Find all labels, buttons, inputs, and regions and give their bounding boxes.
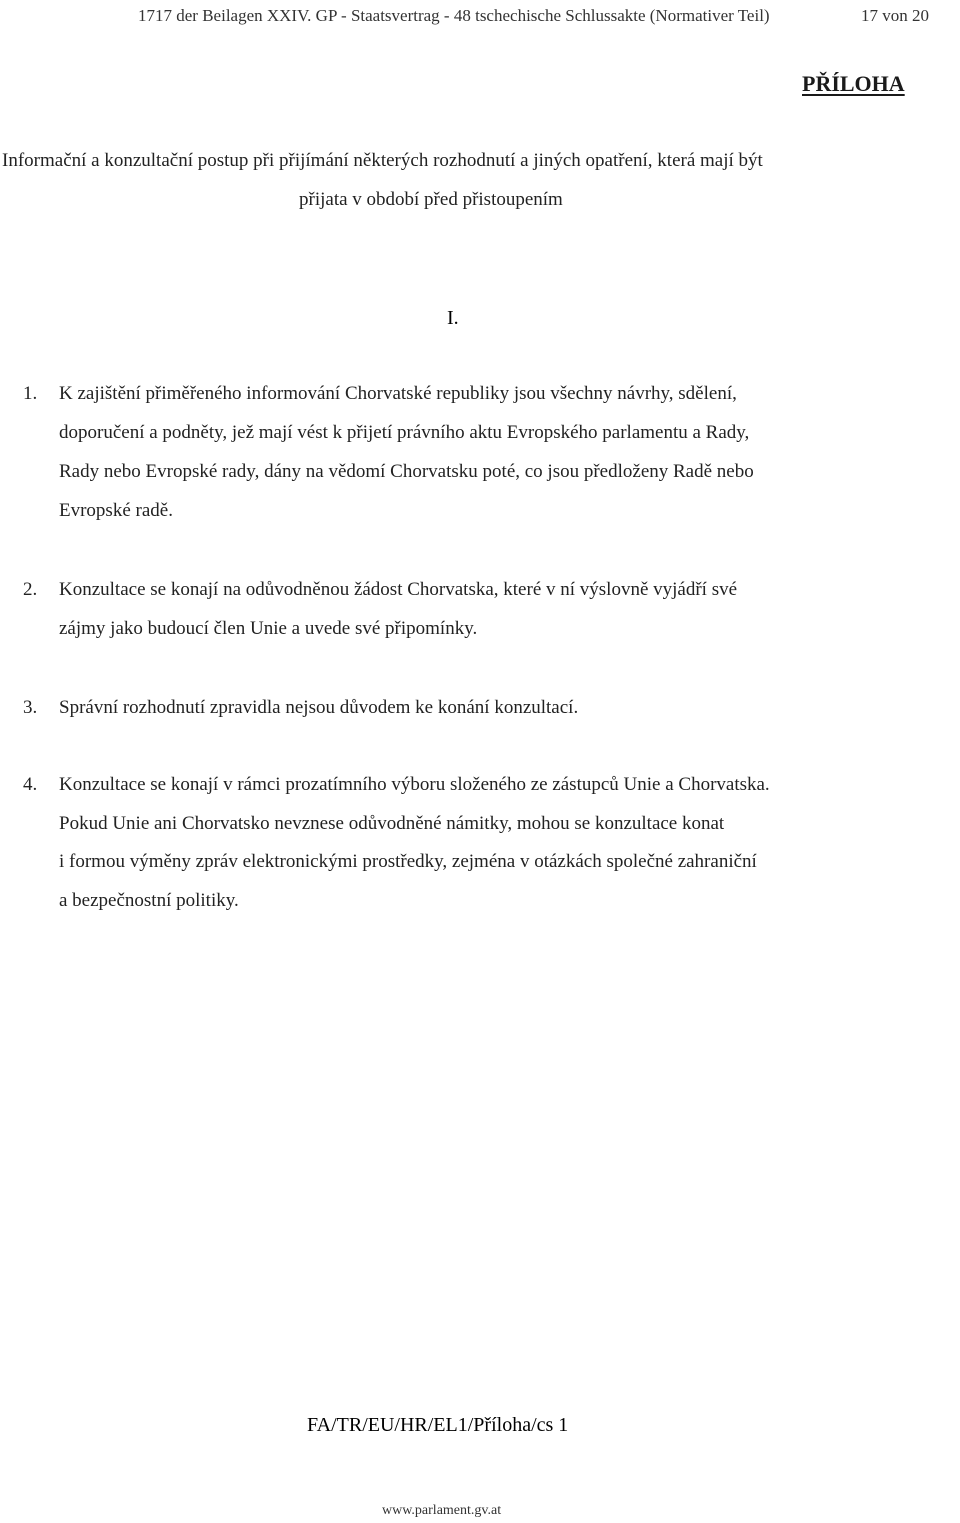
annex-title: PŘÍLOHA (802, 71, 905, 96)
paragraph-1-line-3: Rady nebo Evropské rady, dány na vědomí Chorvatsku poté, co jsou předloženy Radě nebo (59, 461, 754, 482)
paragraph-4-line-3: i formou výměny zpráv elektronickými prostředky, zejména v otázkách společné zahraniční (59, 851, 757, 872)
paragraph-1-line-4: Evropské radě. (59, 500, 173, 521)
paragraph-3-number: 3. (23, 697, 38, 718)
paragraph-1-number: 1. (23, 383, 38, 404)
subtitle-line-1: Informační a konzultační postup při přijímání některých rozhodnutí a jiných opatření, která mají být (2, 150, 763, 171)
paragraph-4-line-1: Konzultace se konají v rámci prozatímního výboru složeného ze zástupců Unie a Chorvatska. (59, 774, 770, 795)
paragraph-4-line-4: a bezpečnostní politiky. (59, 890, 239, 911)
paragraph-4-number: 4. (23, 774, 38, 795)
paragraph-2-line-1: Konzultace se konají na odůvodněnou žádost Chorvatska, které v ní výslovně vyjádří své (59, 579, 738, 600)
footer-source-url[interactable]: www.parlament.gv.at (382, 1503, 502, 1518)
header-document-reference: 1717 der Beilagen XXIV. GP - Staatsvertrag - 48 tschechische Schlussakte (Normativer Teil) (138, 6, 770, 25)
paragraph-2-number: 2. (23, 579, 38, 600)
subtitle-line-2: přijata v období před přistoupením (299, 189, 563, 210)
footer-document-code: FA/TR/EU/HR/EL1/Příloha/cs 1 (307, 1414, 569, 1436)
paragraph-4-line-2: Pokud Unie ani Chorvatsko nevznese odůvodněné námitky, mohou se konzultace konat (59, 813, 725, 834)
paragraph-1-line-2: doporučení a podněty, jež mají vést k přijetí právního aktu Evropského parlamentu a Rady, (59, 422, 750, 443)
header-page-number: 17 von 20 (861, 6, 929, 25)
paragraph-1-line-1: K zajištění přiměřeného informování Chorvatské republiky jsou všechny návrhy, sdělení, (59, 383, 737, 404)
section-heading: I. (447, 307, 459, 329)
paragraph-2-line-2: zájmy jako budoucí člen Unie a uvede své připomínky. (59, 618, 478, 639)
paragraph-3-line-1: Správní rozhodnutí zpravidla nejsou důvodem ke konání konzultací. (59, 697, 579, 718)
